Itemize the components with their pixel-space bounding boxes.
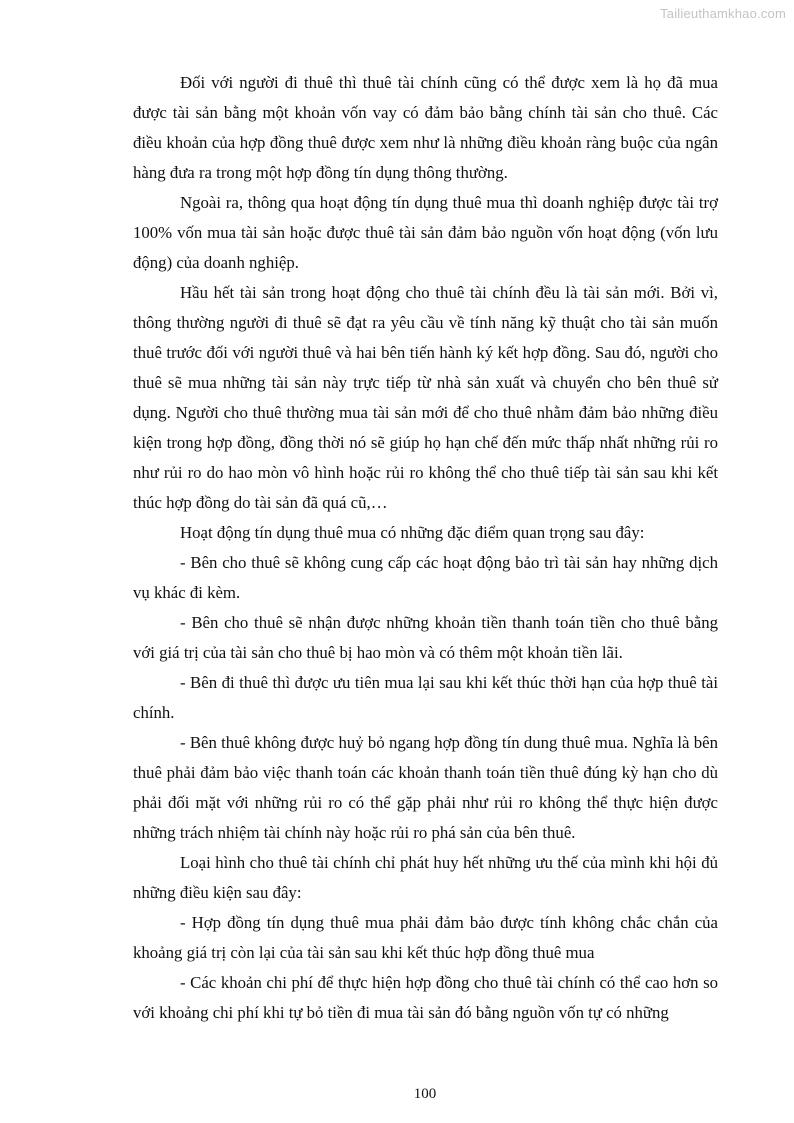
page-number: 100 [413,1086,437,1102]
paragraph-1: Đối với người đi thuê thì thuê tài chính cũng có thể được xem là họ đã mua được tài sản bằng một khoản vốn vay có đảm bảo bằng chính tài sản cho thuê. Các điều khoản của hợp đồng thuê được xem như là những điều khoản ràng buộc của ngân hàng đưa ra trong một hợp đồng tín dụng thông thường. [133,73,718,182]
paragraph-3: Hầu hết tài sản trong hoạt động cho thuê tài chính đều là tài sản mới. Bởi vì, thông thường người đi thuê sẽ đạt ra yêu cầu về tính năng kỹ thuật cho tài sản muốn thuê trước đối với người thuê và hai bên tiến hành ký kết hợp đồng. Sau đó, người cho thuê sẽ mua những tài sản này trực tiếp từ nhà sản xuất và chuyển cho bên thuê sử dụng. Người cho thuê thường mua tài sản mới để cho thuê nhằm đảm bảo những điều kiện trong hợp đồng, đồng thời nó sẽ giúp họ hạn chế đến mức thấp nhất những rủi ro như rủi ro do hao mòn vô hình hoặc rủi ro không thể cho thuê tiếp tài sản sau khi kết thúc hợp đồng do tài sản đã quá cũ,… [133,283,718,512]
paragraph-6: - Bên cho thuê sẽ nhận được những khoản tiền thanh toán tiền cho thuê bằng với giá trị của tài sản cho thuê bị hao mòn và có thêm một khoản tiền lãi. [133,613,718,662]
paragraph-11: - Các khoản chi phí để thực hiện hợp đồng cho thuê tài chính có thể cao hơn so với khoảng chi phí khi tự bỏ tiền đi mua tài sản đó bằng nguồn vốn tự có những [133,973,718,1022]
paragraph-4: Hoạt động tín dụng thuê mua có những đặc điểm quan trọng sau đây: [180,523,645,542]
paragraph-2: Ngoài ra, thông qua hoạt động tín dụng thuê mua thì doanh nghiệp được tài trợ 100% vốn mua tài sản hoặc được thuê tài sản đảm bảo nguồn vốn hoạt động (vốn lưu động) của doanh nghiệp. [133,193,718,272]
paragraph-8: - Bên thuê không được huỷ bỏ ngang hợp đồng tín dung thuê mua. Nghĩa là bên thuê phải đảm bảo việc thanh toán các khoản thanh toán tiền thuê đúng kỳ hạn cho dù phải đối mặt với những rủi ro có thể gặp phải như rủi ro không thể thực hiện được những trách nhiệm tài chính này hoặc rủi ro phá sản của bên thuê. [133,733,718,842]
paragraph-9: Loại hình cho thuê tài chính chỉ phát huy hết những ưu thế của mình khi hội đủ những điều kiện sau đây: [133,853,718,902]
document-body [133,68,718,1028]
paragraph-7: - Bên đi thuê thì được ưu tiên mua lại sau khi kết thúc thời hạn của hợp thuê tài chính. [133,673,718,722]
paragraph-10: - Hợp đồng tín dụng thuê mua phải đảm bảo được tính không chắc chắn của khoảng giá trị còn lại của tài sản sau khi kết thúc hợp đồng thuê mua [133,913,718,962]
watermark-text: Tailieuthamkhao.com [660,6,786,21]
paragraph-5: - Bên cho thuê sẽ không cung cấp các hoạt động bảo trì tài sản hay những dịch vụ khác đi kèm. [133,553,718,602]
